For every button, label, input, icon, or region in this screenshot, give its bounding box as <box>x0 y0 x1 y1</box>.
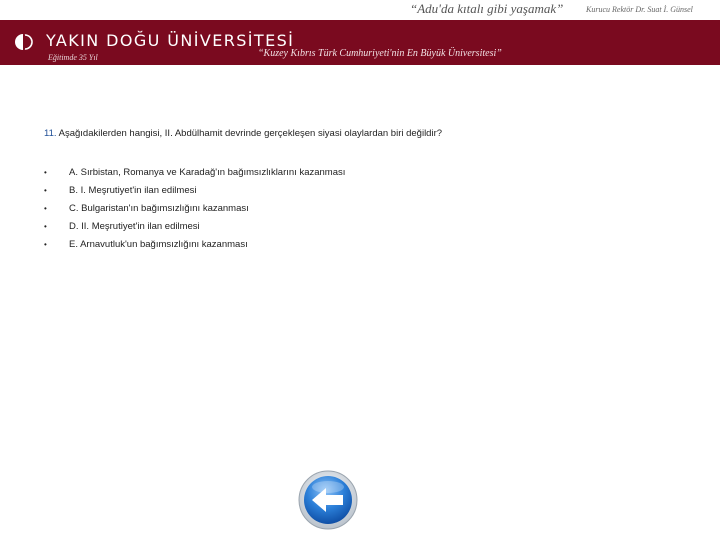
bullet-icon: • <box>44 204 47 213</box>
option-text: C. Bulgaristan'ın bağımsızlığını kazanması <box>69 203 249 214</box>
university-logo-icon <box>14 33 36 51</box>
bullet-icon: • <box>44 168 47 177</box>
answer-option-c <box>44 200 684 218</box>
option-text: B. I. Meşrutiyet'in ilan edilmesi <box>69 185 197 196</box>
answer-option-a <box>44 164 684 182</box>
top-quote-bar <box>0 0 720 20</box>
university-tagline: Eğitimde 35 Yıl <box>48 53 98 62</box>
quote-text: “Adu'da kıtalı gibi yaşamak” <box>410 1 564 16</box>
university-slogan: “Kuzey Kıbrıs Türk Cumhuriyeti'nin En Büyük Üniversitesi” <box>258 48 502 59</box>
option-text: E. Arnavutluk'un bağımsızlığını kazanması <box>69 239 248 250</box>
bullet-icon: • <box>44 186 47 195</box>
question-heading <box>44 128 684 139</box>
question-number: 11. <box>44 128 57 139</box>
answer-option-b <box>44 182 684 200</box>
answer-options <box>44 164 684 254</box>
back-button[interactable] <box>298 470 358 530</box>
university-name: YAKIN DOĞU ÜNİVERSİTESİ <box>46 31 295 50</box>
option-text: A. Sırbistan, Romanya ve Karadağ'ın bağımsızlıklarını kazanması <box>69 167 346 178</box>
question-content <box>44 128 684 254</box>
question-text: Aşağıdakilerden hangisi, II. Abdülhamit devrinde gerçekleşen siyasi olaylardan biri değildir? <box>58 128 443 139</box>
option-text: D. II. Meşrutiyet'in ilan edilmesi <box>69 221 200 232</box>
answer-option-d <box>44 218 684 236</box>
back-arrow-icon[interactable] <box>298 470 358 530</box>
answer-option-e <box>44 236 684 254</box>
quote-author: Kurucu Rektör Dr. Suat İ. Günsel <box>586 5 693 14</box>
header-banner <box>0 20 720 65</box>
bullet-icon: • <box>44 222 47 231</box>
bullet-icon: • <box>44 240 47 249</box>
